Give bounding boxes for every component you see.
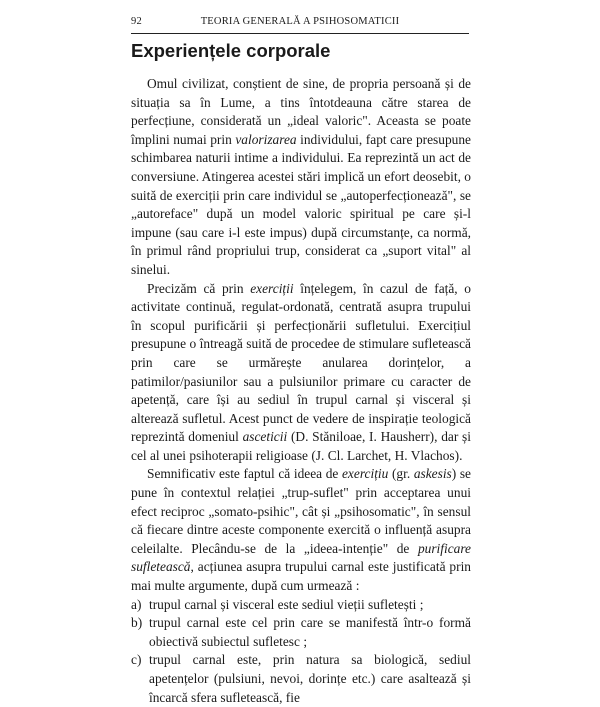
text-run: ) se pune în contextul relației „trup-suflet" prin acceptarea unui efect reciproc „somato-psihic", cât și „psihosomatic", în sensul că fiecare dintre aceste componente exercită o influență asupra celeilalte. Plecându-se de la „ideea-intenție" de bbox=[131, 466, 471, 556]
page-number: 92 bbox=[131, 16, 142, 27]
list-item bbox=[131, 651, 471, 707]
text-run: (gr. bbox=[388, 466, 414, 482]
text-run: Omul civilizat, conștient de sine, de propria persoană și de situația sa în Lume, a tins întotdeauna către starea de perfecțiune, considerată un „ideal valoric". Aceasta se poate împlini numai prin bbox=[131, 76, 471, 147]
text-run: (D. Stăniloae, I. Hausherr), dar și cel al unei psihoterapii religioase (J. Cl. Larchet, H. Vlachos). bbox=[131, 429, 471, 463]
list-marker: a) bbox=[131, 596, 142, 612]
running-header bbox=[131, 16, 469, 34]
text-run: individului, fapt care presupune schimbarea naturii intime a individului. Ea reprezintă un act de conversiune. Atingerea acestei stări implică un efort deosebit, o suită de exerciții prin care individul se „autoperfecționează", se „autoreface" după un model valoric spiritual pe care și-l impune (sau care i-l este impus) după circumstanțe, ca normă, în primul rând propriului trup, considerat ca „suport vital" al sinelui. bbox=[131, 131, 471, 277]
italic-run: valorizarea bbox=[235, 131, 297, 147]
list-marker: b) bbox=[131, 615, 143, 631]
section-title: Experiențele corporale bbox=[131, 40, 331, 61]
body-text bbox=[131, 75, 471, 707]
paragraph bbox=[131, 75, 471, 280]
italic-run: exercițiu bbox=[341, 466, 389, 482]
text-run: înțelegem, în cazul de față, o activitate continuă, regulat-ordonată, centrată asupra trupului în scopul purificării și perfecționării sufletului. Exercițiul presupune o întreagă suită de procedee de stimulare sufletească prin care se urmărește anularea dorințelor, a patimilor/pasiunilor sau a pulsiunilor primare cu caracter de apetență, care își au sediul în trupul carnal și visceral și alterează sufletul. Acest punct de vedere de inspirație teologică reprezintă domeniul bbox=[131, 280, 471, 445]
paragraph bbox=[131, 465, 471, 595]
paragraph bbox=[131, 280, 471, 466]
paragraphs bbox=[131, 75, 471, 596]
text-run: Precizăm că prin bbox=[147, 280, 251, 296]
italic-run: exerciții bbox=[250, 280, 294, 296]
italic-run: askesis bbox=[413, 466, 452, 482]
argument-list bbox=[131, 596, 471, 707]
running-title: TEORIA GENERALĂ A PSIHOSOMATICII bbox=[200, 16, 400, 27]
list-marker: c) bbox=[131, 652, 142, 668]
text-run: , acțiunea asupra trupului carnal este justificată prin mai multe argumente, după cum urmează : bbox=[131, 559, 471, 594]
list-item bbox=[131, 596, 471, 615]
list-text: trupul carnal și visceral este sediul vieții sufletești ; bbox=[149, 596, 424, 612]
list-text: trupul carnal este cel prin care se manifestă într-o formă obiectivă subiectul sufletesc ; bbox=[149, 615, 471, 649]
text-run: Semnificativ este faptul că ideea de bbox=[147, 466, 342, 482]
list-text: trupul carnal este, prin natura sa biologică, sediul apetențelor (pulsiuni, nevoi, dorințe etc.) care asaltează și încarcă sfera sufletească, fie bbox=[149, 652, 471, 705]
list-item bbox=[131, 614, 471, 651]
header-rule bbox=[131, 33, 469, 34]
italic-run: purificare sufletească bbox=[131, 540, 471, 575]
italic-run: asceticii bbox=[242, 429, 288, 445]
